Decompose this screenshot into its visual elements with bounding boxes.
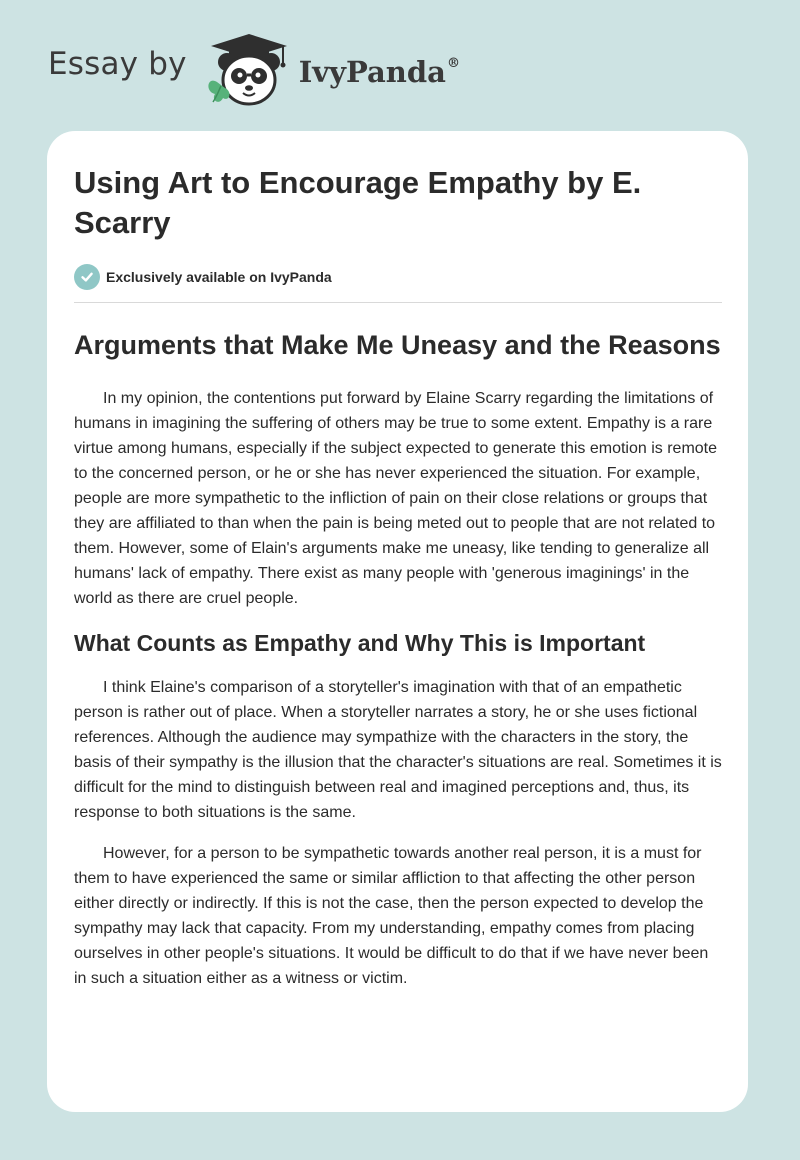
registered-mark: ®	[446, 56, 460, 72]
section-heading-arguments: Arguments that Make Me Uneasy and the Reasons	[74, 330, 721, 360]
page-title: Using Art to Encourage Empathy by E. Scarry	[74, 165, 642, 240]
essay-card	[47, 131, 748, 1112]
section-heading-empathy: What Counts as Empathy and Why This is Important	[74, 630, 646, 656]
paragraph: However, for a person to be sympathetic towards another real person, it is a must for them to have experienced the same or similar affliction to that affecting the other person either directly or indirectly. If this is not the case, then the person expected to develop the sympathy may lack that capacity. From my understanding, empathy comes from placing ourselves in other people's situations. It would be difficult to do that if we have never been in such a situation either as a witness or victim.	[74, 845, 709, 987]
exclusive-badge	[74, 263, 722, 290]
brand-name: IvyPanda®	[298, 55, 460, 89]
panda-graduate-icon	[203, 30, 295, 110]
badge-text: Exclusively available on IvyPanda	[106, 268, 332, 285]
brand-header	[48, 30, 460, 110]
divider	[74, 302, 722, 303]
paragraph: I think Elaine's comparison of a storyteller's imagination with that of an empathetic person is rather out of place. When a storyteller narrates a story, he or she uses fictional references. Although the audience may sympathize with the characters in the story, the basis of their sympathy is the illusion that the character's situations are real. Sometimes it is difficult for the mind to distinguish between real and imagined perceptions and, thus, its response to both situations is the same.	[74, 679, 722, 821]
check-icon	[74, 264, 100, 290]
paragraph: In my opinion, the contentions put forward by Elaine Scarry regarding the limitations of humans in imagining the suffering of others may be true to some extent. Empathy is a rare virtue among humans, especially if the subject expected to generate this emotion is remote to the concerned person, or he or she has never experienced the situation. For example, people are more sympathetic to the infliction of pain on their close relations or groups that they are affiliated to than when the pain is being meted out to people that are not related to them. However, some of Elain's arguments make me uneasy, like tending to generalize all humans' lack of empathy. There exist as many people with 'generous imaginings' in the world as there are cruel people.	[74, 390, 718, 607]
brand-prefix: Essay by	[48, 46, 187, 82]
